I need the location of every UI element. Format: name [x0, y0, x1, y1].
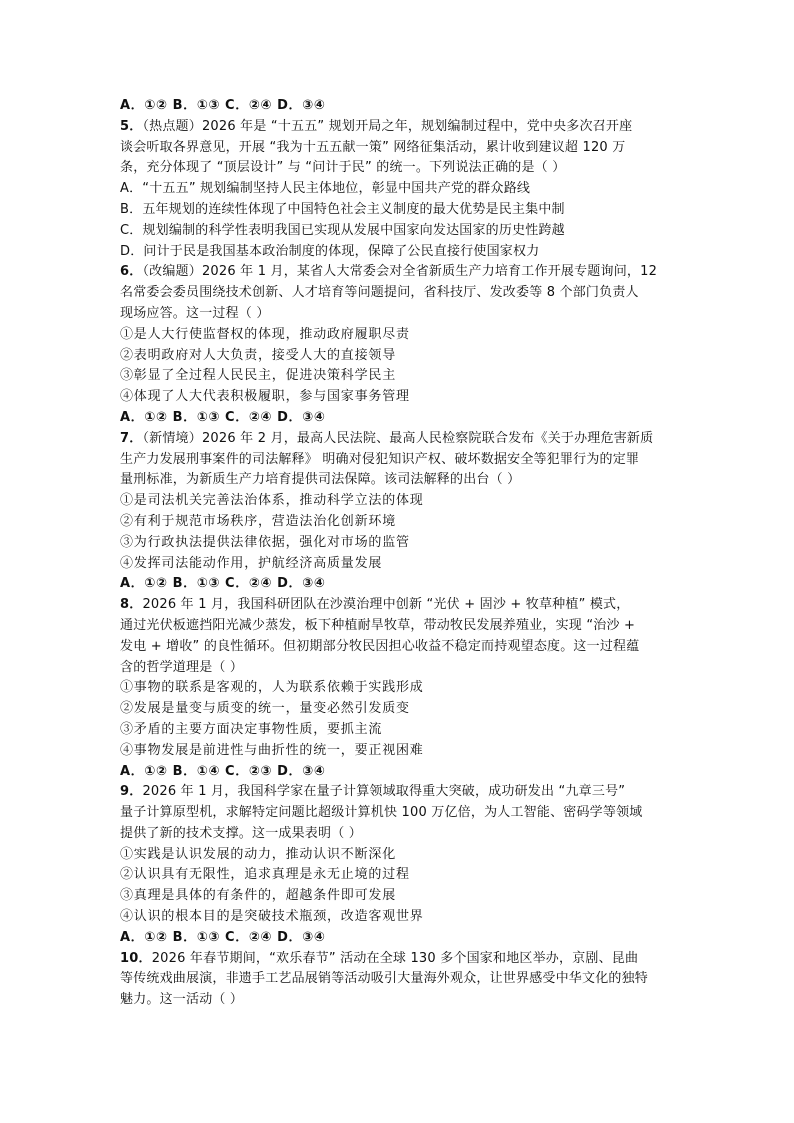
- answer-options: A．①② B．①③ C．②④ D．③④: [120, 409, 326, 425]
- statement-item: ②发展是量变与质变的统一，量变必然引发质变: [120, 701, 410, 717]
- text-line: 发电 + 增收” 的良性循环。但初期部分牧民因担心收益不稳定而持观望态度。这一过程蕴: [120, 638, 640, 654]
- text-line: 含的哲学道理是（ ）: [120, 659, 244, 675]
- question-number: 7．: [120, 430, 143, 446]
- question-number: 10．: [120, 950, 152, 966]
- answer-options: A．①② B．①③ C．②④ D．③④: [120, 929, 326, 945]
- text-line: D．问计于民是我国基本政治制度的体现，保障了公民直接行使国家权力: [120, 243, 540, 259]
- text-line: A．“十五五” 规划编制坚持人民主体地位，彰显中国共产党的群众路线: [120, 181, 531, 197]
- question-text: 2026 年 1 月，我国科学家在量子计算领域取得重大突破，成功研发出 “九章三号”: [142, 784, 626, 800]
- exam-page: [120, 96, 680, 1011]
- statement-item: ③彰显了全过程人民民主，促进决策科学民主: [120, 368, 397, 384]
- answer-options: A．①② B．①③ C．②④ D．③④: [120, 576, 326, 592]
- question-number: 9．: [120, 784, 143, 800]
- text-line: 名常委会委员围绕技术创新、人才培育等问题提问，省科技厅、发改委等 8 个部门负责人: [120, 285, 639, 301]
- question-text: （改编题）2026 年 1 月，某省人大常委会对全省新质生产力培育工作开展专题询问，12: [142, 264, 658, 280]
- question-number: 6．: [120, 264, 143, 280]
- statement-item: ①是司法机关完善法治体系，推动科学立法的体现: [120, 493, 424, 509]
- answer-options: A．①② B．①④ C．②③ D．③④: [120, 763, 326, 779]
- statement-item: ③为行政执法提供法律依据，强化对市场的监管: [120, 534, 410, 550]
- text-line: 生产力发展刑事案件的司法解释》 明确对侵犯知识产权、破坏数据安全等犯罪行为的定罪: [120, 451, 640, 467]
- text-line: 量刑标准，为新质生产力培育提供司法保障。该司法解释的出台（ ）: [120, 472, 521, 488]
- question-text: （新情境）2026 年 2 月，最高人民法院、最高人民检察院联合发布《关于办理危害新质: [142, 430, 654, 446]
- text-line: C．规划编制的科学性表明我国已实现从发展中国家向发达国家的历史性跨越: [120, 222, 565, 238]
- question-stem: [120, 949, 680, 970]
- question-stem: [120, 117, 680, 138]
- statement-item: ④认识的根本目的是突破技术瓶颈，改造客观世界: [120, 909, 424, 925]
- statement-item: ③真理是具体的有条件的，超越条件即可发展: [120, 888, 397, 904]
- text-line: 量子计算原型机，求解特定问题比超级计算机快 100 万亿倍，为人工智能、密码学等领域: [120, 805, 643, 821]
- question-text: 2026 年 1 月，我国科研团队在沙漠治理中创新 “光伏 + 固沙 + 牧草种植” 模式，: [142, 597, 630, 613]
- text-line: 条，充分体现了 “顶层设计” 与 “问计于民” 的统一。下列说法正确的是（ ）: [120, 160, 566, 176]
- statement-item: ①事物的联系是客观的，人为联系依赖于实践形成: [120, 680, 424, 696]
- text-line: 等传统戏曲展演，非遗手工艺品展销等活动吸引大量海外观众，让世界感受中华文化的独特: [120, 971, 649, 987]
- question-stem: [120, 262, 680, 283]
- statement-item: ①实践是认识发展的动力，推动认识不断深化: [120, 846, 397, 862]
- text-line: 现场应答。这一过程（ ）: [120, 305, 270, 321]
- question-text: 2026 年春节期间，“欢乐春节” 活动在全球 130 多个国家和地区举办，京剧、昆曲: [151, 950, 639, 966]
- statement-item: ④体现了人大代表积极履职，参与国家事务管理: [120, 389, 410, 405]
- text-line: B．五年规划的连续性体现了中国特色社会主义制度的最大优势是民主集中制: [120, 201, 565, 217]
- statement-item: ①是人大行使监督权的体现，推动政府履职尽责: [120, 326, 410, 342]
- text-line: 通过光伏板遮挡阳光减少蒸发，板下种植耐旱牧草，带动牧民发展养殖业，实现 “治沙 +: [120, 617, 636, 633]
- question-stem: [120, 595, 680, 616]
- question-text: （热点题）2026 年是 “十五五” 规划开局之年，规划编制过程中，党中央多次召开座: [142, 118, 633, 134]
- text-line: 魅力。这一活动（ ）: [120, 992, 244, 1008]
- question-number: 5．: [120, 118, 143, 134]
- question-stem: [120, 429, 680, 450]
- statement-item: ③矛盾的主要方面决定事物性质，要抓主流: [120, 721, 383, 737]
- text-line: 提供了新的技术支撑。这一成果表明（ ）: [120, 825, 362, 841]
- question-stem: [120, 782, 680, 803]
- statement-item: ②有利于规范市场秩序，营造法治化创新环境: [120, 513, 397, 529]
- statement-item: ②认识具有无限性，追求真理是永无止境的过程: [120, 867, 410, 883]
- statement-item: ④事物发展是前进性与曲折性的统一，要正视困难: [120, 742, 424, 758]
- text-line: 谈会听取各界意见，开展 “我为十五五献一策” 网络征集活动，累计收到建议超 120 万: [120, 139, 626, 155]
- question-number: 8．: [120, 597, 143, 613]
- statement-item: ④发挥司法能动作用，护航经济高质量发展: [120, 555, 383, 571]
- statement-item: ②表明政府对人大负责，接受人大的直接领导: [120, 347, 397, 363]
- answer-options: A．①② B．①③ C．②④ D．③④: [120, 98, 326, 113]
